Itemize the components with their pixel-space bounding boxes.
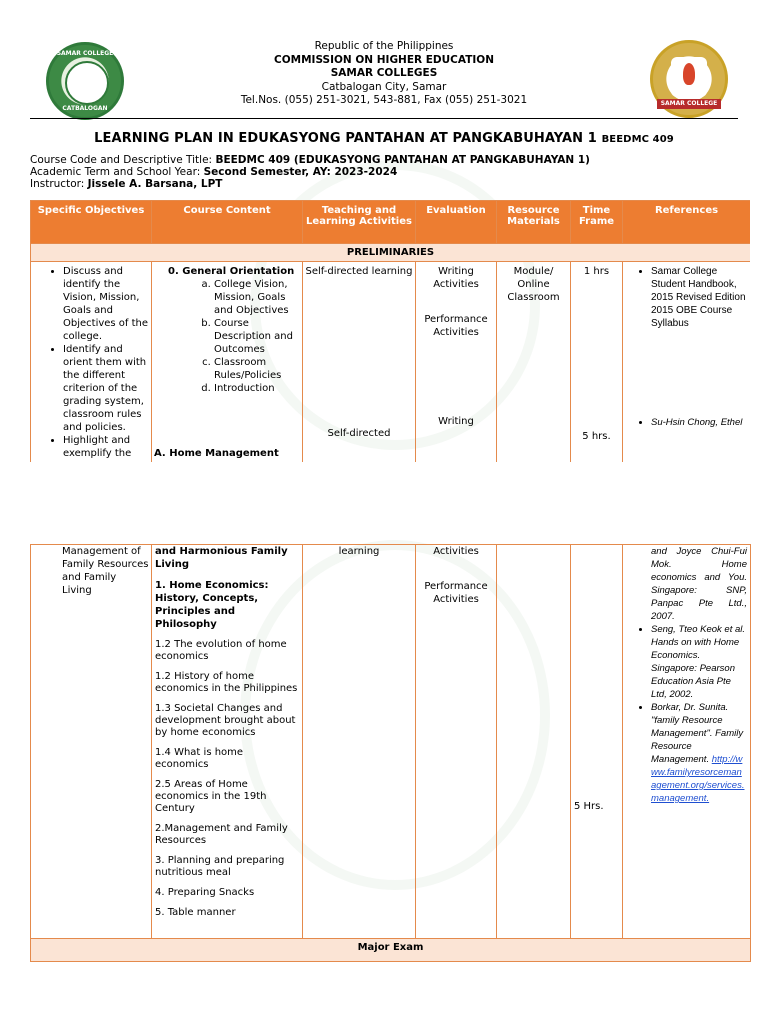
learning-plan-table-page1 [30,200,750,462]
col-header-references: References [623,201,751,244]
evaluation-writing: Writing Activities [433,266,479,290]
activity-continued: learning [338,546,380,557]
time-frame: 5 Hrs. [574,801,604,812]
section-band-major-exam: Major Exam [31,939,751,962]
reference-link[interactable]: http://www.familyresorcemanagement.org/services.management. [651,754,745,804]
list-item: 4. Preparing Snacks [155,887,255,898]
evaluation-next: Writing [438,416,474,427]
col-header-evaluation: Evaluation [416,201,497,244]
document-title-code: BEEDMC 409 [601,134,674,145]
content-title-continued: and Harmonious Family Living [155,546,288,570]
time-frame: 1 hrs [583,266,610,277]
objectives-list [33,265,149,460]
section-band-prelims: PRELIMINARIES [31,244,751,262]
reference-item: • Borkar, Dr. Sunita. "family Resource Management". Family Resource Management. http://www.familyresorcemanagement.org/services.management. [651,701,747,805]
list-item: c. Classroom Rules/Policies [214,356,300,382]
list-item: • Identify and orient them with the different criterion of the grading system, classroom rules and policies. [63,343,149,434]
reference-continued: and Joyce Chui-Fui Mok. Home economics and You. Singapore: SNP, Panpac Pte Ltd., 2007. [651,546,747,622]
evaluation-performance: Performance Activities [424,581,488,605]
col-header-objectives: Specific Objectives [31,201,152,244]
col-header-resources: Resource Materials [497,201,571,244]
objective-continued: Management of Family Resources and Family Living [62,546,149,596]
list-item: b. Course Description and Outcomes [214,317,300,356]
evaluation-performance: Performance Activities [424,314,488,338]
letterhead-school: SAMAR COLLEGES [330,67,438,79]
instructor-value: Jissele A. Barsana, LPT [87,178,223,190]
list-item: 2.5 Areas of Home economics in the 19th Century [155,779,267,814]
table-row [31,545,751,939]
col-header-content: Course Content [152,201,303,244]
activity-text: Self-directed learning [305,266,413,277]
list-item: 1.4 What is home economics [155,747,244,770]
list-item: a. College Vision, Mission, Goals and Objectives [214,278,300,317]
evaluation-continued: Activities [433,546,479,557]
letterhead-ched: COMMISSION ON HIGHER EDUCATION [274,53,494,66]
col-header-time: Time Frame [571,201,623,244]
list-item: 3. Planning and preparing nutritious meal [155,855,285,878]
resource-materials: Module/ Online Classroom [507,266,560,303]
list-item: 1.3 Societal Changes and development brought about by home economics [155,703,296,738]
list-item: 2.Management and Family Resources [155,823,288,846]
samar-college-seal-icon: SAMAR COLLEGE CATBALOGAN [46,42,124,120]
table-header-row [31,201,751,244]
course-meta: Course Code and Descriptive Title: BEEDMC 409 (EDUKASYONG PANTAHAN AT PANGKABUHAYAN 1) Academic Term and School Year: Second Semester, AY: 2023-2024 Instructor: Jissele A. Barsana, LPT [30,154,590,190]
document-title: LEARNING PLAN IN EDUKASYONG PANTAHAN AT PANGKABUHAYAN 1 BEEDMC 409 [94,131,674,146]
list-item: 1.2 The evolution of home economics [155,639,287,662]
list-item: 1.2 History of home economics in the Philippines [155,671,298,694]
col-header-activities: Teaching and Learning Activities [303,201,416,244]
reference-item: • Seng, Tteo Keok et al. Hands on with Home Economics. Singapore: Pearson Education Asia Pte Ltd, 2002. [651,623,747,701]
letterhead-republic: Republic of the Philippines [314,40,454,52]
letterhead-address: Catbalogan City, Samar [321,80,447,93]
letterhead-contact: Tel.Nos. (055) 251-3021, 543-881, Fax (055) 251-3021 [240,94,528,106]
letterhead [0,40,768,108]
orientation-list [154,278,300,395]
list-item: • Discuss and identify the Vision, Mission, Goals and Objectives of the college. [63,265,149,343]
reference-item: • Samar College Student Handbook, 2015 Revised Edition 2015 OBE Course Syllabus [651,265,748,330]
activity-next: Self-directed [327,428,391,439]
learning-plan-table-page2 [30,544,750,962]
term-value: Second Semester, AY: 2023-2024 [203,166,398,178]
content-next-title: A. Home Management [154,448,279,459]
content-subtitle: 1. Home Economics: History, Concepts, Principles and Philosophy [155,580,269,630]
header-divider [30,118,738,119]
table-row [31,262,751,463]
list-item: d. Introduction [214,382,300,395]
reference-item: • Su-Hsin Chong, Ethel [651,416,748,429]
time-frame-next: 5 hrs. [582,431,611,442]
content-title: 0. General Orientation [168,266,295,277]
course-code-value: BEEDMC 409 (EDUKASYONG PANTAHAN AT PANGKABUHAYAN 1) [215,154,590,166]
list-item: • Highlight and exemplify the [63,434,149,460]
college-of-education-seal-icon: SAMAR COLLEGE [650,40,728,118]
list-item: 5. Table manner [155,907,236,918]
